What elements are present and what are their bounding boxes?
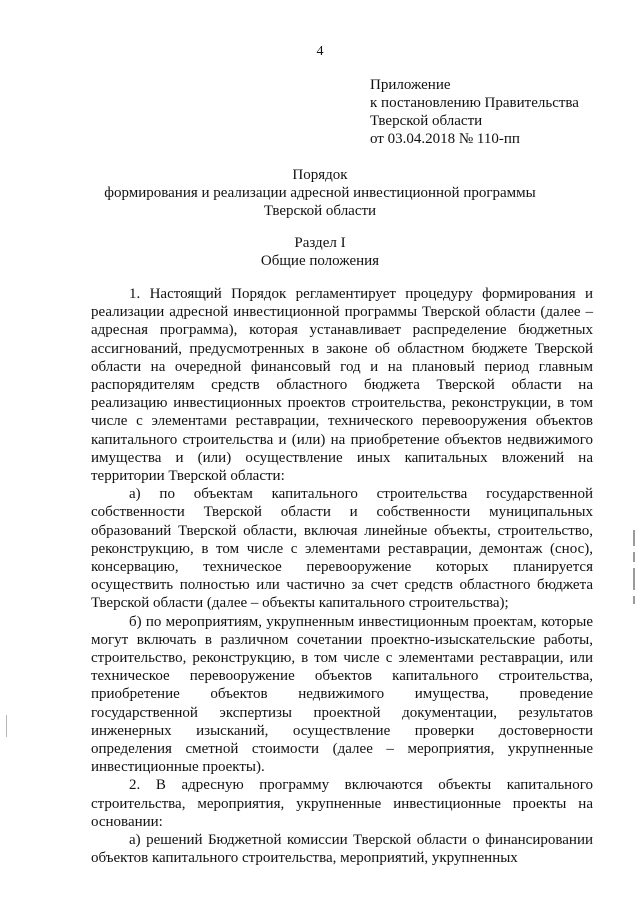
title-line: Порядок — [292, 167, 348, 183]
section-name: Общие положения — [260, 253, 380, 269]
appendix-line: к постановлению Правительства — [370, 95, 579, 111]
section-number: Раздел I — [294, 235, 346, 251]
appendix-line: от 03.04.2018 № 110-пп — [370, 131, 520, 147]
scan-edge-marks — [633, 530, 636, 610]
paragraph: а) решений Бюджетной комиссии Тверской области о финансировании объектов капитального строительства, мероприятий, укрупненных — [91, 832, 593, 867]
title-line: Тверской области — [263, 203, 377, 219]
paragraph: б) по мероприятиям, укрупненным инвестиционным проектам, которые могут включать в различном сочетании проектно-изыскательские работы, строительство, реконструкцию, в том числе с элементами реставрации, или техническое перевооружение объектов капитального строительства, приобретение объектов недвижимого имущества, проведение государственной экспертизы проектной документации, результатов инженерных изысканий, осуществление проверки достоверности определения сметной стоимости (далее – мероприятия, укрупненные инвестиционные проекты). — [91, 613, 593, 776]
paragraph: 1. Настоящий Порядок регламентирует процедуру формирования и реализации адресной инвестиционной программы Тверской области (далее – адресная программа), которая устанавливает распределение бюджетных ассигнований, предусмотренных в законе об областном бюджете Тверской области на очередной финансовый год и на плановый период главным распорядителям средств областного бюджета Тверской области на реализацию инвестиционных проектов строительства, реконструкции, в том числе с элементами реставрации, технического перевооружения объектов капитального строительства и (или) на приобретение объектов недвижимого имущества и (или) осуществление иных капитальных вложений на территории Тверской области: — [91, 286, 593, 485]
title-line: формирования и реализации адресной инвестиционной программы — [104, 185, 536, 201]
paragraph: а) по объектам капитального строительства государственной собственности Тверской области и собственности муниципальных образований Тверской области, включая линейные объекты, строительство, реконструкцию, в том числе с элементами реставрации, демонтаж (снос), консервацию, техническое перевооружение которых планируется осуществить полностью или частично за счет средств областного бюджета Тверской области (далее – объекты капитального строительства); — [91, 486, 593, 612]
section-heading — [60, 234, 580, 270]
paragraph: 2. В адресную программу включаются объекты капитального строительства, мероприятия, укрупненные инвестиционные проекты на основании: — [91, 777, 593, 830]
appendix-block — [370, 76, 579, 148]
appendix-line: Приложение — [370, 77, 451, 93]
body-text — [91, 285, 593, 868]
scan-mark — [6, 715, 7, 737]
document-title — [60, 166, 580, 220]
appendix-line: Тверской области — [370, 113, 483, 129]
scan-mark — [633, 596, 635, 604]
page-number: 4 — [316, 44, 324, 59]
scan-mark — [633, 530, 635, 546]
scan-mark — [633, 568, 635, 590]
scan-mark — [633, 552, 635, 562]
